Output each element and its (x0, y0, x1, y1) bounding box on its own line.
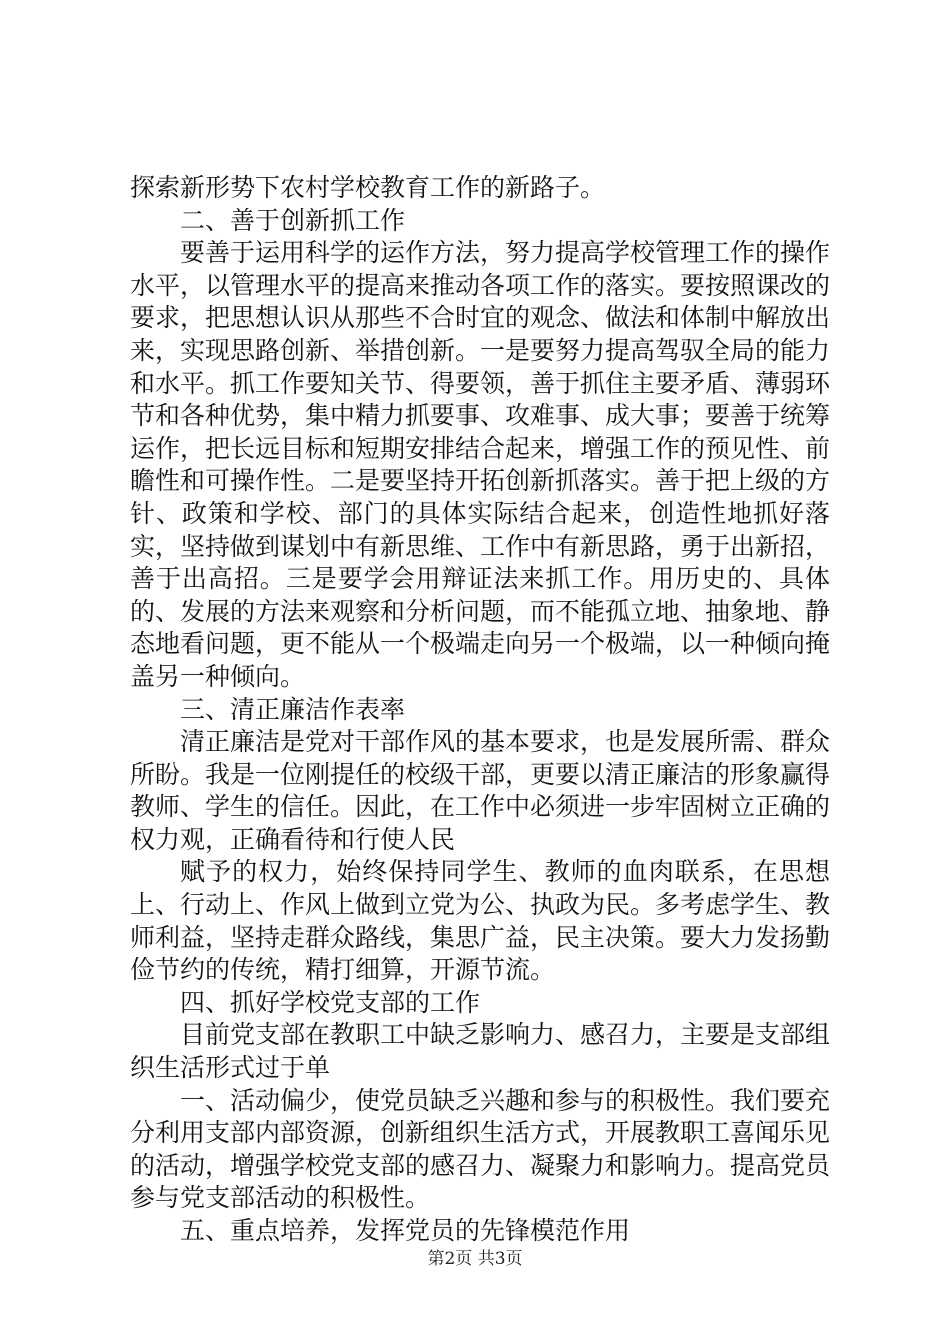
paragraph: 赋予的权力，始终保持同学生、教师的血肉联系，在思想上、行动上、作风上做到立党为公、执政为民。多考虑学生、教师利益，坚持走群众路线，集思广益，民主决策。要大力发扬勤俭节约的传统，精打细算，开源节流。 (130, 857, 831, 985)
paragraph-continuation: 探索新形势下农村学校教育工作的新路子。 (130, 173, 606, 202)
paragraph: 目前党支部在教职工中缺乏影响力、感召力，主要是支部组织生活形式过于单 (130, 1020, 831, 1083)
section-heading-4: 四、抓好学校党支部的工作 (180, 987, 481, 1017)
document-body (130, 172, 830, 1248)
section-heading-3: 三、清正廉洁作表率 (180, 694, 406, 724)
section-heading-2: 二、善于创新抓工作 (180, 205, 406, 235)
paragraph: 清正廉洁是党对干部作风的基本要求，也是发展所需、群众所盼。我是一位刚提任的校级干部，更要以清正廉洁的形象赢得教师、学生的信任。因此，在工作中必须进一步牢固树立正确的权力观，正确看待和行使人民 (130, 727, 831, 854)
page-number: 第2页 共3页 (427, 1249, 523, 1269)
paragraph: 要善于运用科学的运作方法，努力提高学校管理工作的操作水平，以管理水平的提高来推动各项工作的落实。要按照课改的要求，把思想认识从那些不合时宜的观念、做法和体制中解放出来，实现思路创新、举措创新。一是要努力提高驾驭全局的能力和水平。抓工作要知关节、得要领，善于抓住主要矛盾、薄弱环节和各种优势，集中精力抓要事、攻难事、成大事；要善于统筹运作，把长远目标和短期安排结合起来，增强工作的预见性、前瞻性和可操作性。二是要坚持开拓创新抓落实。善于把上级的方针、政策和学校、部门的具体实际结合起来，创造性地抓好落实，坚持做到谋划中有新思维、工作中有新思路，勇于出新招，善于出高招。三是要学会用辩证法来抓工作。用历史的、具体的、发展的方法来观察和分析问题，而不能孤立地、抽象地、静态地看问题，更不能从一个极端走向另一个极端，以一种倾向掩盖另一种倾向。 (130, 238, 831, 691)
paragraph: 一、活动偏少，使党员缺乏兴趣和参与的积极性。我们要充分利用支部内部资源，创新组织生活方式，开展教职工喜闻乐见的活动，增强学校党支部的感召力、凝聚力和影响力。提高党员参与党支部活动的积极性。 (130, 1085, 831, 1213)
section-heading-5: 五、重点培养，发挥党员的先锋模范作用 (180, 1216, 631, 1245)
